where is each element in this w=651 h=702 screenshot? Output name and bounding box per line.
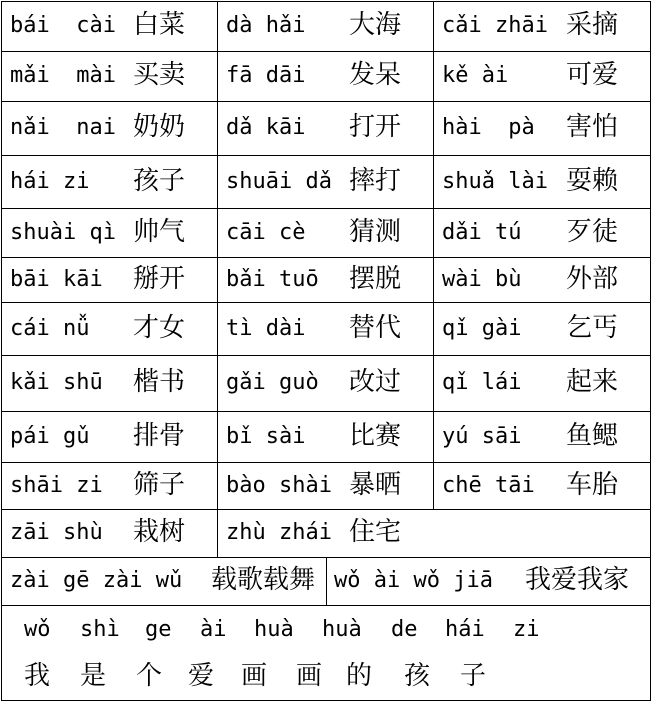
word-pinyin: cái nǚ [10,316,90,341]
sentence-pinyin: huà [254,617,294,642]
word-pinyin: shāi zi [10,473,103,498]
word-pinyin: qǐ gài [442,316,522,341]
sentence-hanzi: 是 [80,661,107,691]
word-pinyin: dà hǎi [226,13,306,38]
word-pinyin: zāi shù [10,520,103,545]
word-hanzi: 掰开 [133,264,186,294]
word-pinyin: bāi kāi [10,267,103,292]
word-hanzi: 买卖 [133,60,186,90]
word-pinyin: tì dài [226,316,306,341]
row-rule [1,462,651,463]
sentence-hanzi: 画 [241,661,268,691]
word-hanzi: 歹徒 [566,217,619,247]
word-hanzi: 车胎 [566,470,619,500]
word-hanzi: 摔打 [349,166,402,196]
word-pinyin: cǎi zhāi [442,13,548,38]
sentence-hanzi: 我 [24,661,51,691]
word-hanzi: 排骨 [133,421,186,451]
word-hanzi: 帅气 [133,217,186,247]
idiom-hanzi: 载歌载舞 [211,565,316,595]
word-pinyin: kǎi shū [10,370,103,395]
word-pinyin: yú sāi [442,424,522,449]
word-hanzi: 大海 [349,10,402,40]
word-pinyin: zhù zhái [226,520,332,545]
row-rule [1,208,651,209]
sentence-pinyin: zi [513,617,540,642]
word-hanzi: 害怕 [566,112,619,142]
sentence-hanzi: 个 [136,661,163,691]
word-pinyin: bǎi tuō [226,267,319,292]
word-pinyin: shuài qì [10,220,116,245]
word-hanzi: 比赛 [349,421,402,451]
sentence-hanzi: 画 [296,661,323,691]
row-rule [1,509,651,510]
idiom-hanzi: 我爱我家 [525,565,630,595]
word-hanzi: 暴晒 [349,470,402,500]
sentence-hanzi: 子 [460,661,487,691]
border-left [1,1,2,701]
word-hanzi: 打开 [349,112,402,142]
word-pinyin: bào shài [226,473,332,498]
word-hanzi: 筛子 [133,470,186,500]
sentence-pinyin: huà [322,617,362,642]
word-pinyin: hái zi [10,169,90,194]
word-hanzi: 白菜 [133,10,186,40]
sentence-hanzi: 孩 [404,661,431,691]
word-pinyin: hài pà [442,115,535,140]
sentence-pinyin: ài [200,617,227,642]
word-hanzi: 起来 [566,367,619,397]
word-pinyin: mǎi mài [10,63,116,88]
word-pinyin: fā dāi [226,63,306,88]
word-hanzi: 栽树 [133,517,186,547]
sentence-hanzi: 爱 [188,661,215,691]
word-hanzi: 奶奶 [133,112,186,142]
column-rule [433,1,434,510]
idiom-divider [326,557,327,606]
row-rule [1,411,651,412]
column-rule [217,1,218,558]
word-pinyin: dǎ kāi [226,115,306,140]
row-rule [1,257,651,258]
sentence-pinyin: shì [80,617,120,642]
idiom-pinyin: zài gē zài wǔ [10,568,183,593]
word-hanzi: 耍赖 [566,166,619,196]
word-hanzi: 孩子 [133,166,186,196]
word-pinyin: gǎi guò [226,370,319,395]
border-top [1,1,651,2]
word-hanzi: 替代 [349,313,402,343]
row-rule [1,51,651,52]
word-hanzi: 可爱 [566,60,619,90]
sentence-pinyin: wǒ [24,617,51,642]
word-pinyin: bái cài [10,13,116,38]
word-hanzi: 才女 [133,313,186,343]
sentence-pinyin: ge [145,617,172,642]
sentence-pinyin: hái [445,617,485,642]
word-pinyin: kě ài [442,63,509,88]
border-bottom [1,700,651,701]
word-hanzi: 猜测 [349,217,402,247]
word-hanzi: 住宅 [349,517,402,547]
word-pinyin: chē tāi [442,473,535,498]
word-pinyin: nǎi nai [10,115,116,140]
idiom-pinyin: wǒ ài wǒ jiā [334,568,493,593]
row-rule [1,355,651,356]
word-hanzi: 发呆 [349,60,402,90]
sentence-pinyin: de [391,617,418,642]
word-hanzi: 楷书 [133,367,186,397]
row-rule [1,101,651,102]
sentence-hanzi: 的 [346,661,373,691]
word-pinyin: cāi cè [226,220,306,245]
word-hanzi: 改过 [349,367,402,397]
word-pinyin: qǐ lái [442,370,522,395]
word-hanzi: 外部 [566,264,619,294]
row-rule [1,155,651,156]
word-pinyin: pái gǔ [10,424,90,449]
word-hanzi: 采摘 [566,10,619,40]
word-pinyin: bǐ sài [226,424,306,449]
word-pinyin: dǎi tú [442,220,522,245]
word-pinyin: shuāi dǎ [226,169,332,194]
word-hanzi: 鱼鳃 [566,421,619,451]
word-hanzi: 乞丐 [566,313,619,343]
word-hanzi: 摆脱 [349,264,402,294]
word-pinyin: shuǎ lài [442,169,548,194]
row-rule [1,302,651,303]
word-pinyin: wài bù [442,267,522,292]
